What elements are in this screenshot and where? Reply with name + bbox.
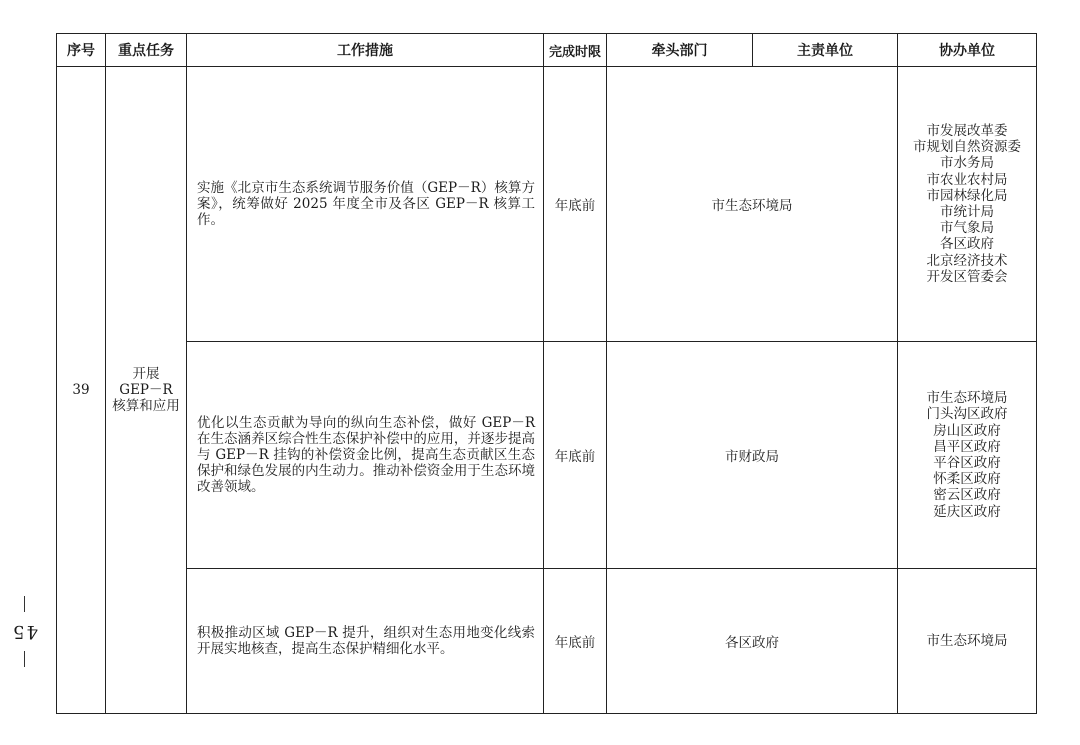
lead-cell: 各区政府 [607,569,898,714]
assist-unit: 市气象局 [940,220,994,237]
header-main: 主责单位 [753,34,898,67]
assist-cell [898,569,1037,714]
page-number-dash-bottom [24,651,25,667]
lead-cell: 市财政局 [607,342,898,569]
table-row [57,342,1037,569]
task-cell [106,67,187,714]
assist-unit: 市水务局 [940,155,994,172]
task-line: 开展 [132,366,160,382]
assist-unit: 密云区政府 [933,487,1001,504]
header-measure: 工作措施 [187,34,544,67]
assist-unit: 怀柔区政府 [933,471,1001,488]
assist-unit: 市生态环境局 [926,390,1008,407]
deadline-cell: 年底前 [544,67,607,342]
seq-cell: 39 [57,67,106,714]
assist-cell [898,342,1037,569]
assist-unit: 昌平区政府 [933,438,1001,455]
page-number [10,590,38,700]
assist-unit: 市发展改革委 [926,122,1008,139]
page-number-dash-top [24,596,25,612]
measure-cell: 积极推动区域 GEP－R 提升，组织对生态用地变化线索开展实地核查，提高生态保护精细化水平。 [187,569,544,714]
assist-unit: 市规划自然资源委 [913,139,1021,156]
assist-unit: 市生态环境局 [926,632,1008,649]
task-line: GEP－R [119,382,173,398]
assist-unit: 各区政府 [940,236,994,253]
header-row [57,34,1037,67]
header-lead: 牵头部门 [607,34,753,67]
table-row [57,569,1037,714]
assist-unit: 房山区政府 [933,422,1001,439]
assist-unit: 延庆区政府 [933,503,1001,520]
header-task: 重点任务 [106,34,187,67]
assist-unit: 门头沟区政府 [926,406,1008,423]
assist-unit: 市统计局 [940,204,994,220]
table-row [57,67,1037,342]
task-table [56,33,1037,714]
assist-unit: 北京经济技术 [926,252,1008,269]
assist-unit: 市园林绿化局 [926,187,1008,204]
measure-cell: 实施《北京市生态系统调节服务价值（GEP－R）核算方案》，统筹做好 2025 年度全市及各区 GEP－R 核算工作。 [187,67,544,342]
measure-cell: 优化以生态贡献为导向的纵向生态补偿，做好 GEP－R 在生态涵养区综合性生态保护补偿中的应用，并逐步提高与 GEP－R 挂钩的补偿资金比例，提高生态贡献区生态保护和绿色发展的内生动力。推动补偿资金用于生态环境改善领域。 [187,342,544,569]
assist-cell [898,67,1037,342]
task-line: 核算和应用 [112,398,180,414]
deadline-cell: 年底前 [544,569,607,714]
assist-unit: 市农业农村局 [926,171,1008,188]
header-assist: 协办单位 [898,34,1037,67]
deadline-cell: 年底前 [544,342,607,569]
lead-cell: 市生态环境局 [607,67,898,342]
page-number-text: 45 [10,620,38,642]
header-seq: 序号 [57,34,106,67]
header-deadline: 完成时限 [544,34,607,67]
assist-unit: 开发区管委会 [926,268,1008,285]
assist-unit: 平谷区政府 [933,455,1001,471]
